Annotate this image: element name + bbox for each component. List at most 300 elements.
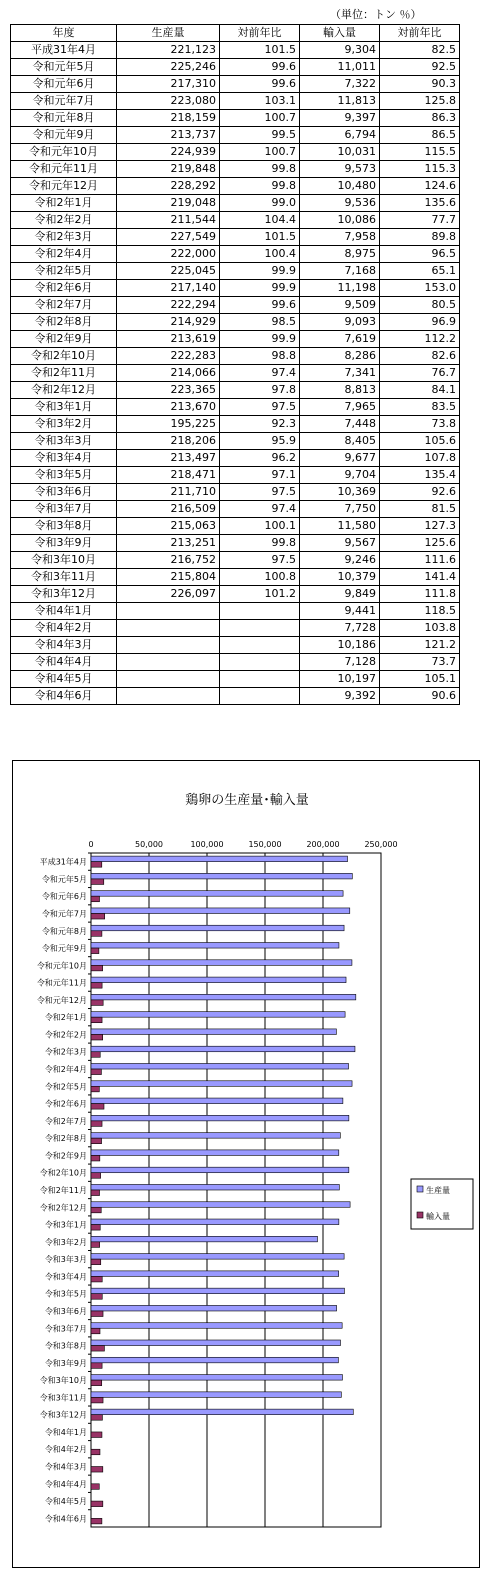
value-cell: 9,392 — [300, 688, 380, 705]
value-cell: 219,048 — [117, 195, 220, 212]
value-cell: 99.8 — [220, 178, 300, 195]
row-label-cell: 令和2年6月 — [11, 280, 117, 297]
category-label: 令和元年11月 — [36, 978, 87, 988]
table-row — [11, 263, 460, 280]
value-cell: 10,379 — [300, 569, 380, 586]
table-row — [11, 569, 460, 586]
table-row — [11, 127, 460, 144]
table-row — [11, 59, 460, 76]
value-cell: 222,294 — [117, 297, 220, 314]
bar-import — [91, 948, 99, 954]
value-cell: 97.5 — [220, 484, 300, 501]
value-cell: 216,752 — [117, 552, 220, 569]
x-tick-label: 150,000 — [248, 840, 282, 849]
bar-import — [91, 1190, 100, 1196]
value-cell — [117, 603, 220, 620]
bar-import — [91, 913, 105, 919]
category-label: 令和4年2月 — [44, 1445, 87, 1455]
table-row — [11, 467, 460, 484]
value-cell — [220, 637, 300, 654]
value-cell: 9,573 — [300, 161, 380, 178]
table-header-row — [11, 25, 460, 42]
bar-import — [91, 1363, 102, 1369]
value-cell: 100.8 — [220, 569, 300, 586]
bar-production — [91, 1115, 349, 1121]
chart-title: 鶏卵の生産量･輸入量 — [185, 793, 309, 808]
table-row — [11, 110, 460, 127]
bar-import — [91, 1449, 100, 1455]
table-row — [11, 229, 460, 246]
table-row — [11, 484, 460, 501]
bar-import — [91, 1121, 102, 1127]
bar-import — [91, 1173, 101, 1179]
value-cell: 76.7 — [380, 365, 460, 382]
row-label-cell: 令和4年2月 — [11, 620, 117, 637]
value-cell: 9,849 — [300, 586, 380, 603]
value-cell: 99.8 — [220, 161, 300, 178]
category-label: 平成31年4月 — [39, 857, 87, 867]
row-label-cell: 令和4年6月 — [11, 688, 117, 705]
value-cell: 97.4 — [220, 365, 300, 382]
row-label-cell: 令和2年11月 — [11, 365, 117, 382]
bar-import — [91, 965, 103, 971]
value-cell: 89.8 — [380, 229, 460, 246]
value-cell: 6,794 — [300, 127, 380, 144]
value-cell: 216,509 — [117, 501, 220, 518]
value-cell: 86.5 — [380, 127, 460, 144]
category-label: 令和3年6月 — [44, 1306, 87, 1316]
value-cell: 213,619 — [117, 331, 220, 348]
value-cell: 99.8 — [220, 535, 300, 552]
value-cell: 223,365 — [117, 382, 220, 399]
bar-production — [91, 1029, 336, 1035]
value-cell: 227,549 — [117, 229, 220, 246]
bar-import — [91, 1086, 99, 1092]
value-cell — [117, 688, 220, 705]
value-cell: 107.8 — [380, 450, 460, 467]
value-cell: 10,086 — [300, 212, 380, 229]
value-cell: 135.6 — [380, 195, 460, 212]
bar-production — [91, 1081, 352, 1087]
column-header: 対前年比 — [220, 25, 300, 42]
bar-import — [91, 1346, 104, 1352]
table-row — [11, 620, 460, 637]
table-row — [11, 535, 460, 552]
value-cell: 125.8 — [380, 93, 460, 110]
value-cell: 9,704 — [300, 467, 380, 484]
value-cell: 100.1 — [220, 518, 300, 535]
category-label: 令和2年10月 — [39, 1168, 87, 1178]
value-cell: 118.5 — [380, 603, 460, 620]
value-cell: 105.1 — [380, 671, 460, 688]
value-cell — [220, 671, 300, 688]
bar-import — [91, 1518, 102, 1524]
chart-svg — [13, 761, 481, 1569]
category-label: 令和3年8月 — [44, 1341, 87, 1351]
value-cell: 9,536 — [300, 195, 380, 212]
value-cell: 127.3 — [380, 518, 460, 535]
value-cell: 7,728 — [300, 620, 380, 637]
value-cell: 10,369 — [300, 484, 380, 501]
bar-production — [91, 1046, 355, 1052]
category-label: 令和2年3月 — [44, 1047, 87, 1057]
value-cell: 81.5 — [380, 501, 460, 518]
bar-production — [91, 1167, 349, 1173]
row-label-cell: 令和元年5月 — [11, 59, 117, 76]
value-cell: 10,480 — [300, 178, 380, 195]
x-tick-label: 100,000 — [190, 840, 224, 849]
value-cell: 9,441 — [300, 603, 380, 620]
value-cell: 100.4 — [220, 246, 300, 263]
bar-import — [91, 1328, 100, 1334]
bar-production — [91, 1254, 344, 1260]
value-cell: 9,093 — [300, 314, 380, 331]
x-tick-label: 200,000 — [306, 840, 340, 849]
category-label: 令和4年4月 — [44, 1479, 87, 1489]
value-cell: 211,710 — [117, 484, 220, 501]
value-cell: 213,737 — [117, 127, 220, 144]
value-cell: 223,080 — [117, 93, 220, 110]
value-cell: 73.8 — [380, 416, 460, 433]
table-row — [11, 637, 460, 654]
bar-import — [91, 896, 99, 902]
table-row — [11, 314, 460, 331]
table-row — [11, 297, 460, 314]
value-cell: 8,286 — [300, 348, 380, 365]
bar-production — [91, 1323, 342, 1329]
bar-production — [91, 1012, 345, 1018]
value-cell: 9,246 — [300, 552, 380, 569]
bar-production — [91, 1063, 349, 1069]
bar-production — [91, 994, 356, 1000]
column-header: 年度 — [11, 25, 117, 42]
bar-import — [91, 1155, 100, 1161]
row-label-cell: 令和3年11月 — [11, 569, 117, 586]
row-label-cell: 令和4年4月 — [11, 654, 117, 671]
value-cell: 84.1 — [380, 382, 460, 399]
table-row — [11, 331, 460, 348]
value-cell: 83.5 — [380, 399, 460, 416]
value-cell: 10,197 — [300, 671, 380, 688]
bar-production — [91, 1184, 339, 1190]
category-label: 令和2年6月 — [44, 1099, 87, 1109]
category-label: 令和2年1月 — [44, 1013, 87, 1023]
legend-swatch — [417, 1186, 423, 1192]
bar-import — [91, 1415, 102, 1421]
bar-production — [91, 925, 344, 931]
value-cell: 96.2 — [220, 450, 300, 467]
category-label: 令和2年2月 — [44, 1030, 87, 1040]
bar-production — [91, 1202, 350, 1208]
value-cell: 214,929 — [117, 314, 220, 331]
row-label-cell: 令和3年5月 — [11, 467, 117, 484]
value-cell: 218,159 — [117, 110, 220, 127]
row-label-cell: 令和4年1月 — [11, 603, 117, 620]
value-cell: 225,246 — [117, 59, 220, 76]
bar-import — [91, 1052, 100, 1058]
category-label: 令和元年12月 — [36, 995, 87, 1005]
value-cell: 219,848 — [117, 161, 220, 178]
column-header: 生産量 — [117, 25, 220, 42]
value-cell: 11,580 — [300, 518, 380, 535]
value-cell: 211,544 — [117, 212, 220, 229]
legend-label: 輸入量 — [426, 1212, 450, 1221]
bar-import — [91, 1069, 101, 1075]
bar-production — [91, 1271, 339, 1277]
value-cell: 97.4 — [220, 501, 300, 518]
value-cell: 11,198 — [300, 280, 380, 297]
row-label-cell: 令和3年7月 — [11, 501, 117, 518]
bar-production — [91, 891, 343, 897]
value-cell: 9,509 — [300, 297, 380, 314]
value-cell: 99.9 — [220, 263, 300, 280]
value-cell: 11,011 — [300, 59, 380, 76]
value-cell: 100.7 — [220, 110, 300, 127]
bar-import — [91, 1138, 102, 1144]
row-label-cell: 令和3年4月 — [11, 450, 117, 467]
row-label-cell: 令和3年10月 — [11, 552, 117, 569]
category-label: 令和元年8月 — [41, 926, 87, 936]
bar-production — [91, 1340, 340, 1346]
value-cell: 195,225 — [117, 416, 220, 433]
value-cell: 104.4 — [220, 212, 300, 229]
value-cell: 100.7 — [220, 144, 300, 161]
row-label-cell: 令和3年12月 — [11, 586, 117, 603]
bar-production — [91, 908, 350, 914]
value-cell: 101.2 — [220, 586, 300, 603]
table-row — [11, 518, 460, 535]
x-tick-label: 50,000 — [135, 840, 163, 849]
value-cell: 105.6 — [380, 433, 460, 450]
bar-import — [91, 1276, 102, 1282]
category-label: 令和3年12月 — [39, 1410, 87, 1420]
value-cell: 98.8 — [220, 348, 300, 365]
column-header: 輸入量 — [300, 25, 380, 42]
value-cell: 111.8 — [380, 586, 460, 603]
table-row — [11, 382, 460, 399]
value-cell: 7,168 — [300, 263, 380, 280]
table-row — [11, 144, 460, 161]
table-row — [11, 348, 460, 365]
bar-import — [91, 1207, 101, 1213]
category-label: 令和3年7月 — [44, 1324, 87, 1334]
value-cell: 98.5 — [220, 314, 300, 331]
table-row — [11, 93, 460, 110]
bar-production — [91, 1098, 343, 1104]
value-cell: 99.6 — [220, 297, 300, 314]
row-label-cell: 令和元年6月 — [11, 76, 117, 93]
category-label: 令和3年11月 — [39, 1393, 87, 1403]
value-cell: 99.0 — [220, 195, 300, 212]
category-label: 令和2年12月 — [39, 1203, 87, 1213]
value-cell: 218,206 — [117, 433, 220, 450]
value-cell — [220, 603, 300, 620]
value-cell: 82.5 — [380, 42, 460, 59]
value-cell: 213,670 — [117, 399, 220, 416]
row-label-cell: 令和2年7月 — [11, 297, 117, 314]
bar-import — [91, 1484, 99, 1490]
row-label-cell: 令和3年3月 — [11, 433, 117, 450]
category-label: 令和2年7月 — [44, 1116, 87, 1126]
category-label: 令和4年5月 — [44, 1497, 87, 1507]
value-cell: 111.6 — [380, 552, 460, 569]
value-cell: 77.7 — [380, 212, 460, 229]
category-label: 令和3年1月 — [44, 1220, 87, 1230]
category-label: 令和元年10月 — [36, 961, 87, 971]
bar-production — [91, 1150, 339, 1156]
value-cell: 10,186 — [300, 637, 380, 654]
value-cell: 7,750 — [300, 501, 380, 518]
value-cell: 228,292 — [117, 178, 220, 195]
value-cell: 7,958 — [300, 229, 380, 246]
value-cell: 92.5 — [380, 59, 460, 76]
value-cell: 214,066 — [117, 365, 220, 382]
row-label-cell: 令和2年4月 — [11, 246, 117, 263]
bar-production — [91, 873, 352, 879]
table-row — [11, 280, 460, 297]
value-cell — [117, 620, 220, 637]
table-row — [11, 552, 460, 569]
bar-import — [91, 1380, 102, 1386]
row-label-cell: 令和3年1月 — [11, 399, 117, 416]
row-label-cell: 令和元年8月 — [11, 110, 117, 127]
value-cell: 125.6 — [380, 535, 460, 552]
value-cell: 217,310 — [117, 76, 220, 93]
table-row — [11, 246, 460, 263]
category-label: 令和3年10月 — [39, 1376, 87, 1386]
value-cell — [117, 637, 220, 654]
legend-label: 生産量 — [426, 1186, 450, 1195]
row-label-cell: 令和2年1月 — [11, 195, 117, 212]
legend-swatch — [417, 1212, 423, 1218]
value-cell: 9,677 — [300, 450, 380, 467]
value-cell: 80.5 — [380, 297, 460, 314]
value-cell: 99.9 — [220, 331, 300, 348]
value-cell: 221,123 — [117, 42, 220, 59]
row-label-cell: 平成31年4月 — [11, 42, 117, 59]
row-label-cell: 令和3年2月 — [11, 416, 117, 433]
category-label: 令和元年9月 — [41, 944, 87, 954]
value-cell — [220, 654, 300, 671]
value-cell: 92.3 — [220, 416, 300, 433]
value-cell: 213,251 — [117, 535, 220, 552]
bar-import — [91, 862, 102, 868]
category-label: 令和4年3月 — [44, 1462, 87, 1472]
value-cell: 7,448 — [300, 416, 380, 433]
bar-production — [91, 856, 348, 862]
row-label-cell: 令和元年10月 — [11, 144, 117, 161]
value-cell: 96.9 — [380, 314, 460, 331]
row-label-cell: 令和2年2月 — [11, 212, 117, 229]
value-cell: 90.3 — [380, 76, 460, 93]
value-cell: 9,397 — [300, 110, 380, 127]
value-cell: 153.0 — [380, 280, 460, 297]
bar-import — [91, 1311, 103, 1317]
x-tick-label: 250,000 — [364, 840, 398, 849]
value-cell: 101.5 — [220, 229, 300, 246]
value-cell: 10,031 — [300, 144, 380, 161]
value-cell: 226,097 — [117, 586, 220, 603]
value-cell: 213,497 — [117, 450, 220, 467]
table-row — [11, 42, 460, 59]
bar-import — [91, 1259, 101, 1265]
value-cell: 92.6 — [380, 484, 460, 501]
value-cell: 217,140 — [117, 280, 220, 297]
table-row — [11, 501, 460, 518]
value-cell: 115.3 — [380, 161, 460, 178]
bar-production — [91, 1288, 344, 1294]
bar-import — [91, 1294, 102, 1300]
row-label-cell: 令和2年10月 — [11, 348, 117, 365]
value-cell: 103.8 — [380, 620, 460, 637]
bar-production — [91, 1375, 342, 1381]
value-cell: 7,965 — [300, 399, 380, 416]
table-row — [11, 76, 460, 93]
category-label: 令和3年9月 — [44, 1358, 87, 1368]
value-cell: 8,975 — [300, 246, 380, 263]
value-cell: 9,567 — [300, 535, 380, 552]
table-row — [11, 416, 460, 433]
row-label-cell: 令和元年9月 — [11, 127, 117, 144]
category-label: 令和2年9月 — [44, 1151, 87, 1161]
row-label-cell: 令和元年12月 — [11, 178, 117, 195]
row-label-cell: 令和3年9月 — [11, 535, 117, 552]
table-row — [11, 212, 460, 229]
value-cell: 8,813 — [300, 382, 380, 399]
value-cell: 97.8 — [220, 382, 300, 399]
value-cell: 141.4 — [380, 569, 460, 586]
row-label-cell: 令和2年12月 — [11, 382, 117, 399]
value-cell: 115.5 — [380, 144, 460, 161]
value-cell: 135.4 — [380, 467, 460, 484]
row-label-cell: 令和4年5月 — [11, 671, 117, 688]
value-cell: 97.5 — [220, 552, 300, 569]
value-cell — [220, 620, 300, 637]
bar-import — [91, 1432, 102, 1438]
value-cell: 215,063 — [117, 518, 220, 535]
row-label-cell: 令和3年6月 — [11, 484, 117, 501]
bar-import — [91, 983, 102, 989]
value-cell: 7,128 — [300, 654, 380, 671]
bar-import — [91, 879, 104, 885]
table-row — [11, 399, 460, 416]
value-cell: 7,341 — [300, 365, 380, 382]
row-label-cell: 令和元年7月 — [11, 93, 117, 110]
table-row — [11, 654, 460, 671]
table-row — [11, 178, 460, 195]
value-cell: 112.2 — [380, 331, 460, 348]
bar-import — [91, 1242, 100, 1248]
bar-import — [91, 1000, 103, 1006]
bar-production — [91, 1305, 337, 1311]
bar-production — [91, 1219, 339, 1225]
bar-production — [91, 943, 339, 949]
value-cell: 99.5 — [220, 127, 300, 144]
bar-production — [91, 1236, 317, 1242]
value-cell — [117, 671, 220, 688]
category-label: 令和元年5月 — [41, 874, 87, 884]
value-cell: 90.6 — [380, 688, 460, 705]
table-row — [11, 161, 460, 178]
value-cell: 222,000 — [117, 246, 220, 263]
value-cell: 99.6 — [220, 76, 300, 93]
unit-note: （単位：トン ％） — [330, 8, 422, 21]
value-cell: 101.5 — [220, 42, 300, 59]
bar-import — [91, 1104, 104, 1110]
value-cell: 124.6 — [380, 178, 460, 195]
bar-import — [91, 931, 102, 937]
row-label-cell: 令和2年8月 — [11, 314, 117, 331]
